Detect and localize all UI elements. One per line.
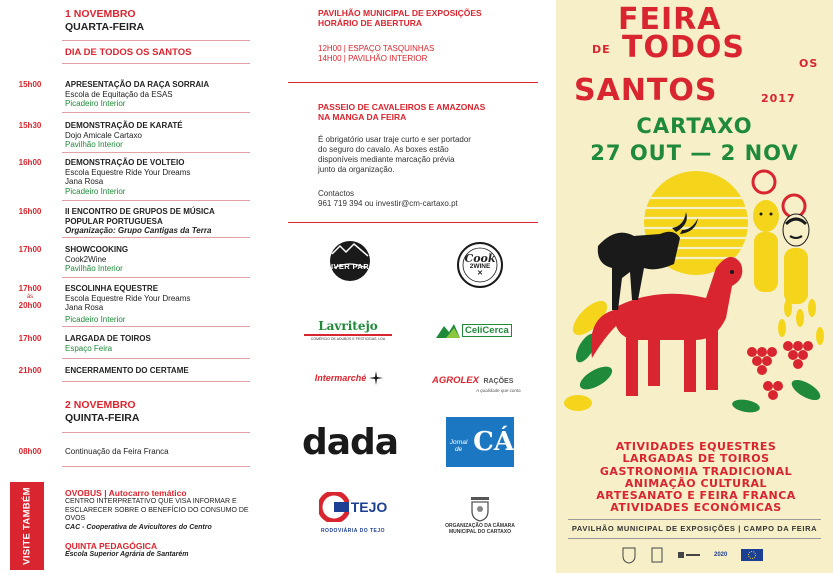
row-venue: Pavilhão Interior [65,264,123,273]
divider [62,112,250,113]
tejo-circle-icon [319,492,349,522]
cook2wine-mid: 2WINE [469,262,491,270]
opening-hours-line: 12H00 | ESPAÇO TASQUINHAS [318,44,435,53]
camara-cartaxo-logo [440,486,520,542]
cook2wine-top: Cook [464,251,496,265]
ring-icon [753,171,775,193]
divider [62,432,250,433]
passeio-title [318,102,523,122]
jornal-ca-text: CÁ [473,427,514,457]
camara-line1: ORGANIZAÇÃO DA CÂMARA [445,523,515,529]
celicerca-logo [436,319,526,341]
row-time: 17h00 [18,245,42,254]
river-park-logo [318,238,382,284]
divider [568,519,821,520]
agrolex-sub: RAÇÕES [483,377,514,385]
eu-flag-icon [741,549,763,561]
visit-line: Escola Superior Agrária de Santarém [65,551,189,558]
partner-mark-icon [678,550,700,560]
activity-item: ARTESANATO E FEIRA FRANCA [596,489,796,503]
activity-item: GASTRONOMIA TRADICIONAL [599,464,793,478]
lavritejo-sub: COMÉRCIO DE ADUBOS E PESTICIDAS, LDA [310,337,386,341]
poster-year: 2017 [761,92,796,105]
visit-also-label: VISITE TAMBÉM [21,487,33,565]
river-park-icon [318,238,382,284]
dada-text: dada [301,421,399,463]
day2-weekday: QUINTA-FEIRA [65,412,140,424]
row-venue: Espaço Feira [65,343,113,353]
poster-word-os: OS [799,57,819,70]
wheat-icon [778,299,824,345]
poster-word-todos: TODOS [622,30,745,65]
dada-logo [300,420,400,464]
poster-word-santos: SANTOS [574,73,718,108]
intermarche-text: Intermarché [314,373,367,383]
passeio-line: junto da organização. [318,165,395,174]
crest-icon [622,546,636,564]
row-time: 16h00 [18,207,42,216]
portugal-2020-mark: 2020 [714,552,728,558]
divider [62,152,250,153]
activity-item: ANIMAÇÃO CULTURAL [624,476,768,490]
tejo-sub: RODOVIÁRIA DO TEJO [320,528,386,534]
horse-eye-icon [730,270,734,274]
celicerca-text: CeliCerca [462,324,512,337]
program-column [0,0,268,573]
row-sub: Escola Equestre Ride Your Dreams [65,293,191,303]
celicerca-mountain-icon [436,322,460,338]
divider [62,63,250,64]
divider [62,466,250,467]
row-time-end: 20h00 [18,300,42,310]
divider [62,326,250,327]
tejo-text: TEJO [350,499,388,515]
feira-illustration [556,168,833,430]
row-title: APRESENTAÇÃO DA RAÇA SORRAIA [65,80,210,89]
row-title: SHOWCOOKING [65,245,129,254]
lavritejo-logo [302,315,394,345]
divider [288,82,538,83]
row-time: 21h00 [18,366,42,375]
jornal-de-text: Jornal de [449,439,468,453]
row-time [6,284,54,310]
row-title: ENCERRAMENTO DO CERTAME [65,366,189,375]
visit-also-bar [10,482,44,570]
opening-hours-line: 14H00 | PAVILHÃO INTERIOR [318,54,428,63]
activity-item: LARGADAS DE TOIROS [622,452,770,466]
row-sub: Cook2Wine [65,254,107,264]
row-sub: Dojo Amicale Cartaxo [65,130,142,140]
row-time: 15h30 [18,121,42,130]
visit-line: CENTRO INTERPRETATIVO QUE VISA INFORMAR E [65,498,237,505]
row-sub2: Jana Rosa [65,177,104,186]
row-sub: Escola Equestre Ride Your Dreams [65,167,191,177]
row-title: II ENCONTRO DE GRUPOS DE MÚSICA [65,207,215,216]
visit-line: CAC - Cooperativa de Avicultores do Centro [65,523,212,531]
row-title: LARGADA DE TOIROS [65,334,151,343]
poster-dates: 27 OUT — 2 NOV [590,141,799,165]
agrolex-logo [432,365,526,397]
passeio-title-line2: NA MANGA DA FEIRA [318,112,407,122]
lavritejo-text: Lavritejo [318,319,378,333]
activities-list [576,441,816,515]
row-venue: Picadeiro Interior [65,314,126,324]
river-park-text: RIVER PARK [325,262,375,271]
row-org: Organização: Grupo Cantigas da Terra [65,226,212,235]
passeio-line: do seguro do cavalo. As boxes estão [318,145,449,154]
divider [62,277,250,278]
row-time-start: 17h00 [18,284,42,293]
passeio-line: É obrigatório usar traje curto e ser portador [318,135,471,144]
divider [62,358,250,359]
row-time-sep: às [26,293,34,300]
visit-item-quinta [65,541,260,560]
camara-line2: MUNICIPAL DO CARTAXO [449,529,511,535]
crest-small-icon [650,546,664,564]
municipal-crest-icon [466,493,494,523]
row-venue: Pavilhão Interior [65,140,123,149]
divider [62,237,250,238]
row-venue: Picadeiro Interior [65,186,126,196]
row-time: 08h00 [18,447,42,456]
pavilion-title-line2: HORÁRIO DE ABERTURA [318,18,423,28]
poster-word-feira: FEIRA [618,2,722,37]
poster-city: CARTAXO [636,114,753,138]
row-title: ESCOLINHA EQUESTRE [65,284,159,293]
passeio-text [318,135,518,175]
contacts-label: Contactos [318,189,355,198]
rodoviaria-tejo-logo [308,486,398,540]
cook2wine-logo: Cook 2WINE ✕ [455,240,505,290]
row-title: DEMONSTRAÇÃO DE VOLTEIO [65,158,185,167]
day1-date: 1 NOVEMBRO [65,8,136,20]
divider [62,381,250,382]
visit-item-ovobus [65,488,260,532]
jornal-de-ca-logo [446,417,514,467]
bride-figure-icon [753,200,779,292]
row-title: DEMONSTRAÇÃO DE KARATÉ [65,121,183,130]
row-time: 15h00 [18,80,42,89]
intermarche-logo [304,368,394,388]
intermarche-star-icon [369,371,383,385]
contacts-value[interactable]: 961 719 394 ou investir@cm-cartaxo.pt [318,199,458,208]
poster-footer-logos [622,546,763,564]
divider [62,200,250,201]
poster-word-de: DE [592,43,611,56]
row-sub: Escola de Equitação da ESAS [65,89,173,99]
day2-date: 2 NOVEMBRO [65,399,136,411]
opening-hours [318,44,518,64]
row-title2: POPULAR PORTUGUESA [65,216,163,226]
row-venue: Picadeiro Interior [65,99,126,108]
divider [568,538,821,539]
activity-item: ATIVIDADES EQUESTRES [615,440,777,453]
visit-title: QUINTA PEDAGÓGICA [65,541,158,551]
day1-weekday: QUARTA-FEIRA [65,21,145,33]
divider [288,222,538,223]
divider [62,40,250,41]
contacts [318,189,518,209]
agrolex-tagline: A qualidade que conta [476,387,521,393]
visit-title: OVOBUS | Autocarro temático [65,488,187,498]
poster-venue: PAVILHÃO MUNICIPAL DE EXPOSIÇÕES | CAMPO DA FEIRA [571,524,818,533]
pavilion-title [318,8,523,28]
row-time: 17h00 [18,334,42,343]
pavilion-title-line1: PAVILHÃO MUNICIPAL DE EXPOSIÇÕES [318,8,482,18]
activity-item: ATIVIDADES ECONÓMICAS [610,501,782,515]
passeio-line: disponíveis mediante marcação prévia [318,155,455,164]
info-column [268,0,540,573]
row-time: 16h00 [18,158,42,167]
visit-line: ESCLARECER SOBRE O BENEFÍCIO DO CONSUMO DE OVOS [65,506,249,522]
passeio-title-line1: PASSEIO DE CAVALEIROS E AMAZONAS [318,102,486,112]
day1-section: DIA DE TODOS OS SANTOS [65,47,192,58]
groom-figure-icon [783,214,809,304]
poster-column [556,0,833,573]
agrolex-text: AGROLEX [432,374,479,386]
row-sub2: Jana Rosa [65,303,104,312]
row-text: Continuação da Feira Franca [65,447,169,456]
